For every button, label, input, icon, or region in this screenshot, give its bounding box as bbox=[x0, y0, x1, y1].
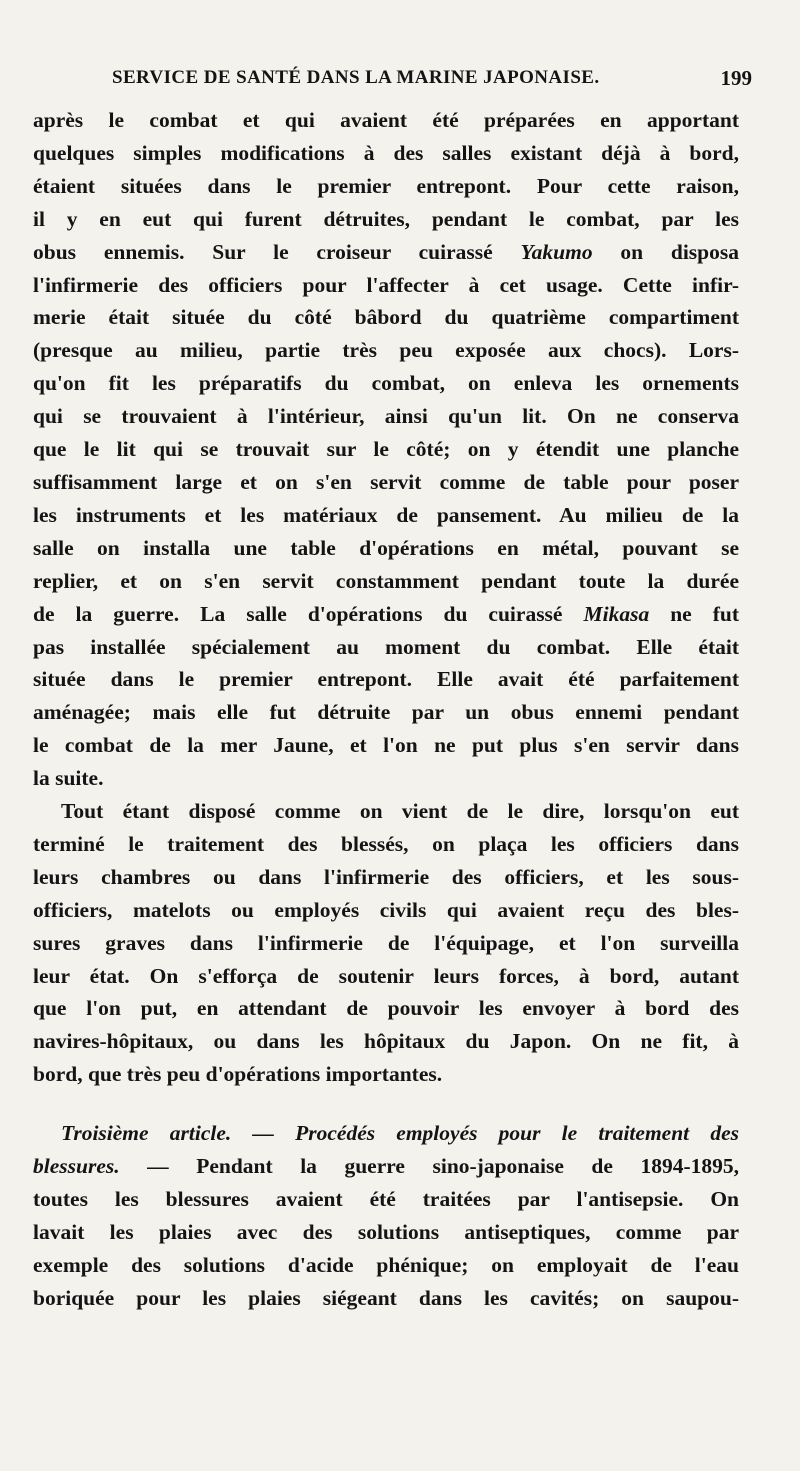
text-line: sures graves dans l'infirmerie de l'équipage, et l'on surveilla bbox=[33, 930, 739, 955]
ship-name-yakumo: Yakumo bbox=[520, 239, 593, 264]
text-line: suffisamment large et on s'en servit comme de table pour poser bbox=[33, 469, 739, 494]
text-run: on disposa bbox=[620, 239, 739, 264]
text-line: terminé le traitement des blessés, on plaça les officiers dans bbox=[33, 831, 739, 856]
text-line bbox=[33, 1150, 739, 1183]
paragraph-2 bbox=[33, 795, 739, 1091]
text-line: située dans le premier entrepont. Elle avait été parfaitement bbox=[33, 667, 739, 692]
text-line bbox=[33, 236, 739, 269]
text-line: il y en eut qui furent détruites, pendant le combat, par les bbox=[33, 206, 739, 231]
text-line: exemple des solutions d'acide phénique; on employait de l'eau bbox=[33, 1252, 739, 1277]
text-line: boriquée pour les plaies siégeant dans les cavités; on saupou- bbox=[33, 1285, 739, 1310]
text-line: qu'on fit les préparatifs du combat, on enleva les ornements bbox=[33, 371, 739, 396]
text-line: salle on installa une table d'opérations en métal, pouvant se bbox=[33, 535, 739, 560]
text-run: de la guerre. La salle d'opérations du cuirassé bbox=[33, 601, 563, 626]
section-heading-end: blessures. bbox=[33, 1154, 120, 1179]
text-line: qui se trouvaient à l'intérieur, ainsi qu'un lit. On ne conserva bbox=[33, 404, 739, 429]
text-run: — Pendant la guerre sino-japonaise de 1894-1895, bbox=[147, 1154, 740, 1179]
text-line: pas installée spécialement au moment du combat. Elle était bbox=[33, 634, 739, 659]
page-body bbox=[33, 104, 739, 1315]
text-run: ne fut bbox=[670, 601, 740, 626]
text-line: navires-hôpitaux, ou dans les hôpitaux du Japon. On ne fit, à bbox=[33, 1029, 739, 1054]
text-line: Tout étant disposé comme on vient de le dire, lorsqu'on eut bbox=[61, 799, 739, 824]
text-line: l'infirmerie des officiers pour l'affecter à cet usage. Cette infir- bbox=[33, 272, 739, 297]
text-line: après le combat et qui avaient été préparées en apportant bbox=[33, 108, 739, 132]
text-line: merie était située du côté bâbord du quatrième compartiment bbox=[33, 305, 739, 330]
text-line: leurs chambres ou dans l'infirmerie des officiers, et les sous- bbox=[33, 864, 739, 889]
text-run: obus ennemis. Sur le croiseur cuirassé bbox=[33, 239, 493, 264]
paragraph-3 bbox=[33, 1117, 739, 1314]
text-line: étaient situées dans le premier entrepont. Pour cette raison, bbox=[33, 173, 739, 198]
running-title: SERVICE DE SANTÉ DANS LA MARINE JAPONAISE. bbox=[112, 67, 600, 88]
text-line: toutes les blessures avaient été traitées par l'antisepsie. On bbox=[33, 1187, 739, 1211]
ship-name-mikasa: Mikasa bbox=[583, 601, 650, 626]
text-line: replier, et on s'en servit constamment pendant toute la durée bbox=[33, 568, 739, 593]
paragraph-1 bbox=[33, 104, 739, 795]
text-line: quelques simples modifications à des salles existant déjà à bord, bbox=[33, 140, 739, 165]
text-line: les instruments et les matériaux de pansement. Au milieu de la bbox=[33, 502, 739, 527]
text-line: le combat de la mer Jaune, et l'on ne put plus s'en servir dans bbox=[33, 733, 739, 758]
text-line: aménagée; mais elle fut détruite par un obus ennemi pendant bbox=[33, 700, 739, 725]
section-heading: Troisième article. — Procédés employés pour le traitement des bbox=[61, 1121, 739, 1146]
section-gap bbox=[33, 1091, 739, 1117]
text-line: officiers, matelots ou employés civils qui avaient reçu des bles- bbox=[33, 897, 739, 922]
text-line: leur état. On s'efforça de soutenir leurs forces, à bord, autant bbox=[33, 963, 739, 988]
text-line: (presque au milieu, partie très peu exposée aux chocs). Lors- bbox=[33, 338, 739, 363]
text-line: que le lit qui se trouvait sur le côté; on y étendit une planche bbox=[33, 437, 739, 462]
text-line bbox=[33, 598, 739, 631]
text-line: lavait les plaies avec des solutions antiseptiques, comme par bbox=[33, 1219, 739, 1244]
text-line: la suite. bbox=[33, 766, 104, 791]
text-line: bord, que très peu d'opérations importantes. bbox=[33, 1062, 443, 1087]
page-number: 199 bbox=[720, 65, 752, 90]
text-line: que l'on put, en attendant de pouvoir les envoyer à bord des bbox=[33, 996, 739, 1021]
page-header bbox=[112, 60, 752, 96]
